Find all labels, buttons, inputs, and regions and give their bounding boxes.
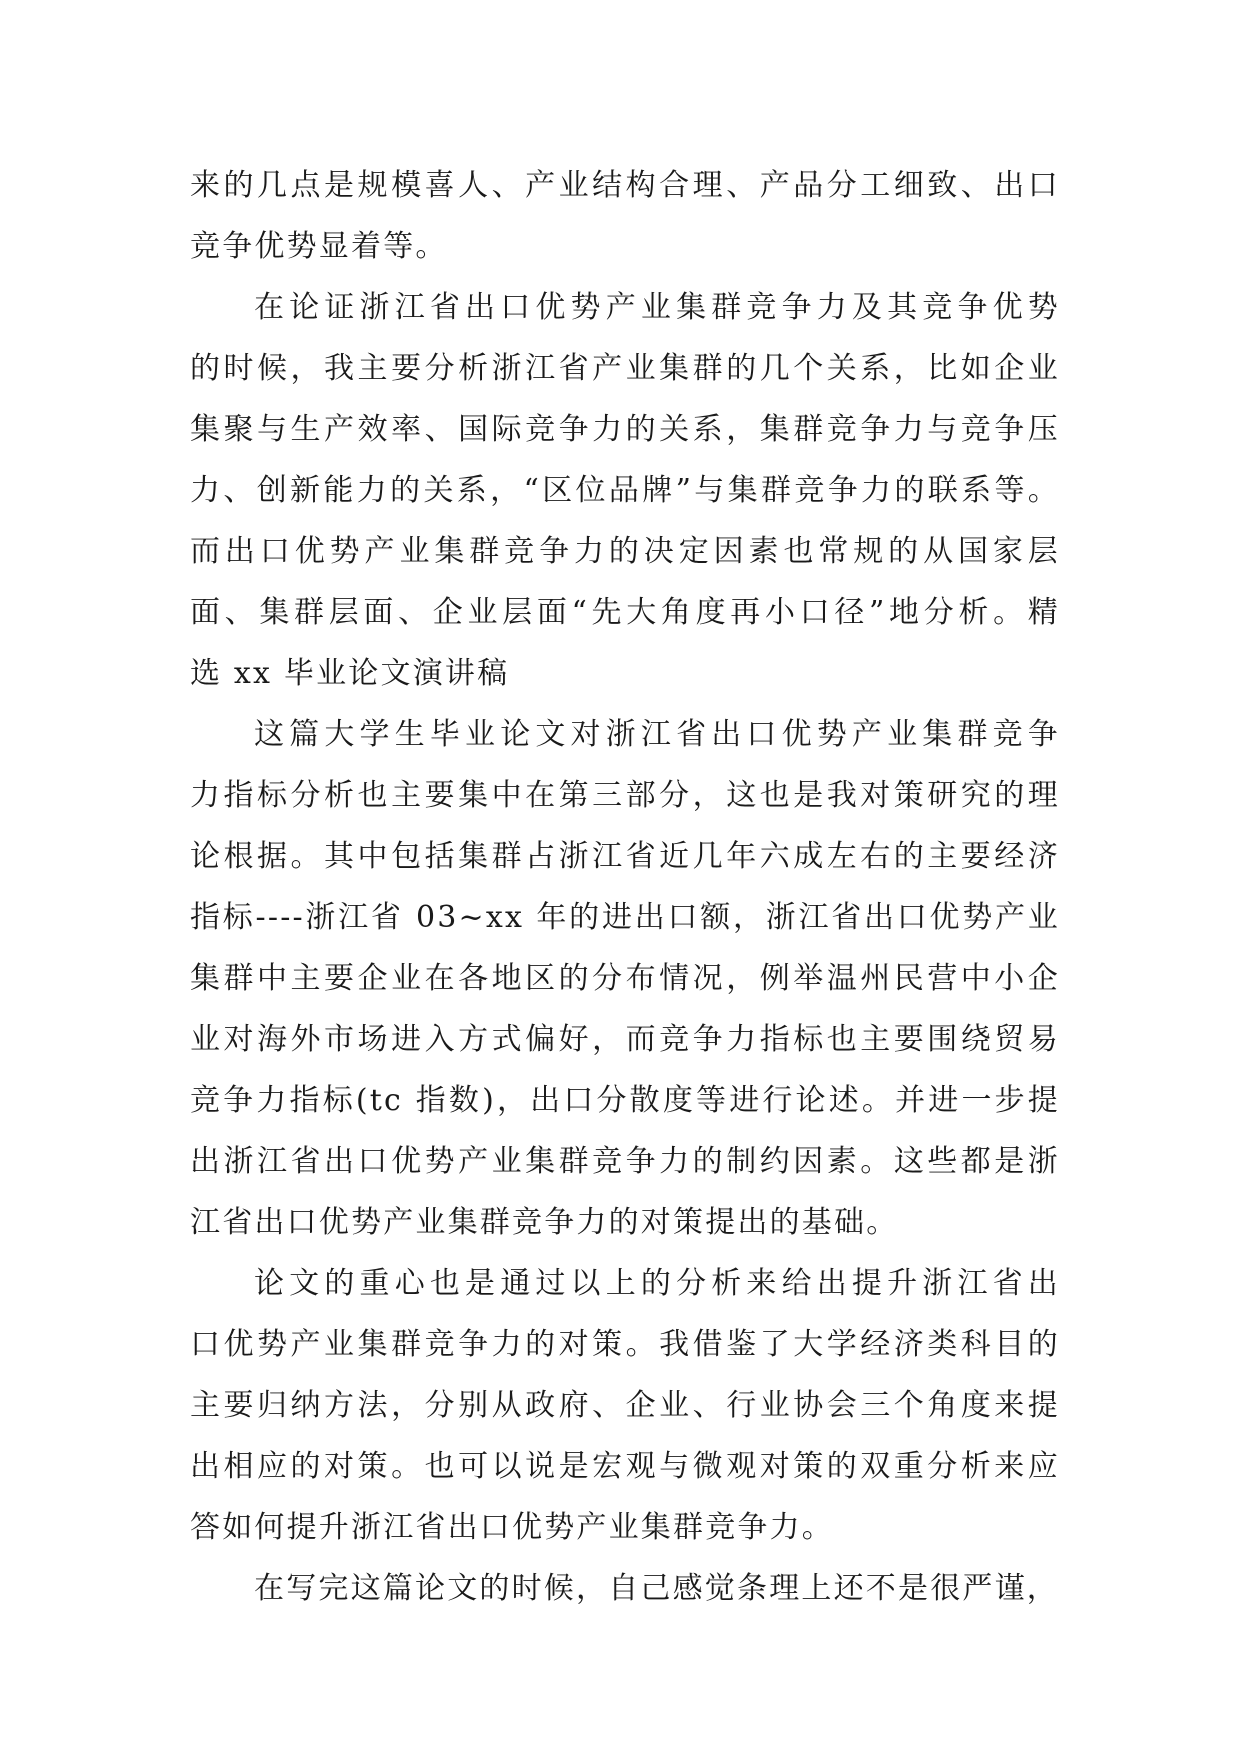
paragraph-2-line-1: 在论证浙江省出口优势产业集群竞争力及其竞争优势 xyxy=(254,290,1060,325)
paragraph-3-line-5: 集群中主要企业在各地区的分布情况，例举温州民营中小企 xyxy=(190,961,1060,996)
paragraph-2-line-4: 力、创新能力的关系，“区位品牌”与集群竞争力的联系等。 xyxy=(190,473,1060,508)
paragraph-2-line-7: 选 xx 毕业论文演讲稿 xyxy=(190,656,510,691)
paragraph-2-line-2: 的时候，我主要分析浙江省产业集群的几个关系，比如企业 xyxy=(190,351,1060,386)
paragraph-4-line-4: 出相应的对策。也可以说是宏观与微观对策的双重分析来应 xyxy=(190,1449,1060,1484)
paragraph-3-line-6: 业对海外市场进入方式偏好，而竞争力指标也主要围绕贸易 xyxy=(190,1022,1060,1057)
paragraph-1-line-2: 竞争优势显着等。 xyxy=(190,229,448,264)
paragraph-4-line-1: 论文的重心也是通过以上的分析来给出提升浙江省出 xyxy=(254,1266,1060,1301)
paragraph-3-line-3: 论根据。其中包括集群占浙江省近几年六成左右的主要经济 xyxy=(190,839,1060,874)
paragraph-3-line-1: 这篇大学生毕业论文对浙江省出口优势产业集群竞争 xyxy=(254,717,1060,752)
paragraph-4-line-2: 口优势产业集群竞争力的对策。我借鉴了大学经济类科目的 xyxy=(190,1327,1060,1362)
paragraph-3-line-2: 力指标分析也主要集中在第三部分，这也是我对策研究的理 xyxy=(190,778,1060,813)
document-body xyxy=(190,155,1060,1619)
paragraph-4-line-3: 主要归纳方法，分别从政府、企业、行业协会三个角度来提 xyxy=(190,1388,1060,1423)
paragraph-4-line-5: 答如何提升浙江省出口优势产业集群竞争力。 xyxy=(190,1510,834,1545)
paragraph-3-line-8: 出浙江省出口优势产业集群竞争力的制约因素。这些都是浙 xyxy=(190,1144,1060,1179)
paragraph-3-line-9: 江省出口优势产业集群竞争力的对策提出的基础。 xyxy=(190,1205,899,1240)
paragraph-3-line-4: 指标----浙江省 03~xx 年的进出口额，浙江省出口优势产业 xyxy=(190,900,1060,935)
paragraph-1-line-1: 来的几点是规模喜人、产业结构合理、产品分工细致、出口 xyxy=(190,168,1060,203)
paragraph-5-line-1: 在写完这篇论文的时候，自己感觉条理上还不是很严谨， xyxy=(254,1571,1059,1606)
paragraph-2-line-5: 而出口优势产业集群竞争力的决定因素也常规的从国家层 xyxy=(190,534,1060,569)
paragraph-2-line-6: 面、集群层面、企业层面“先大角度再小口径”地分析。精 xyxy=(190,595,1060,630)
paragraph-2-line-3: 集聚与生产效率、国际竞争力的关系，集群竞争力与竞争压 xyxy=(190,412,1060,447)
paragraph-3-line-7: 竞争力指标(tc 指数)，出口分散度等进行论述。并进一步提 xyxy=(190,1083,1060,1118)
